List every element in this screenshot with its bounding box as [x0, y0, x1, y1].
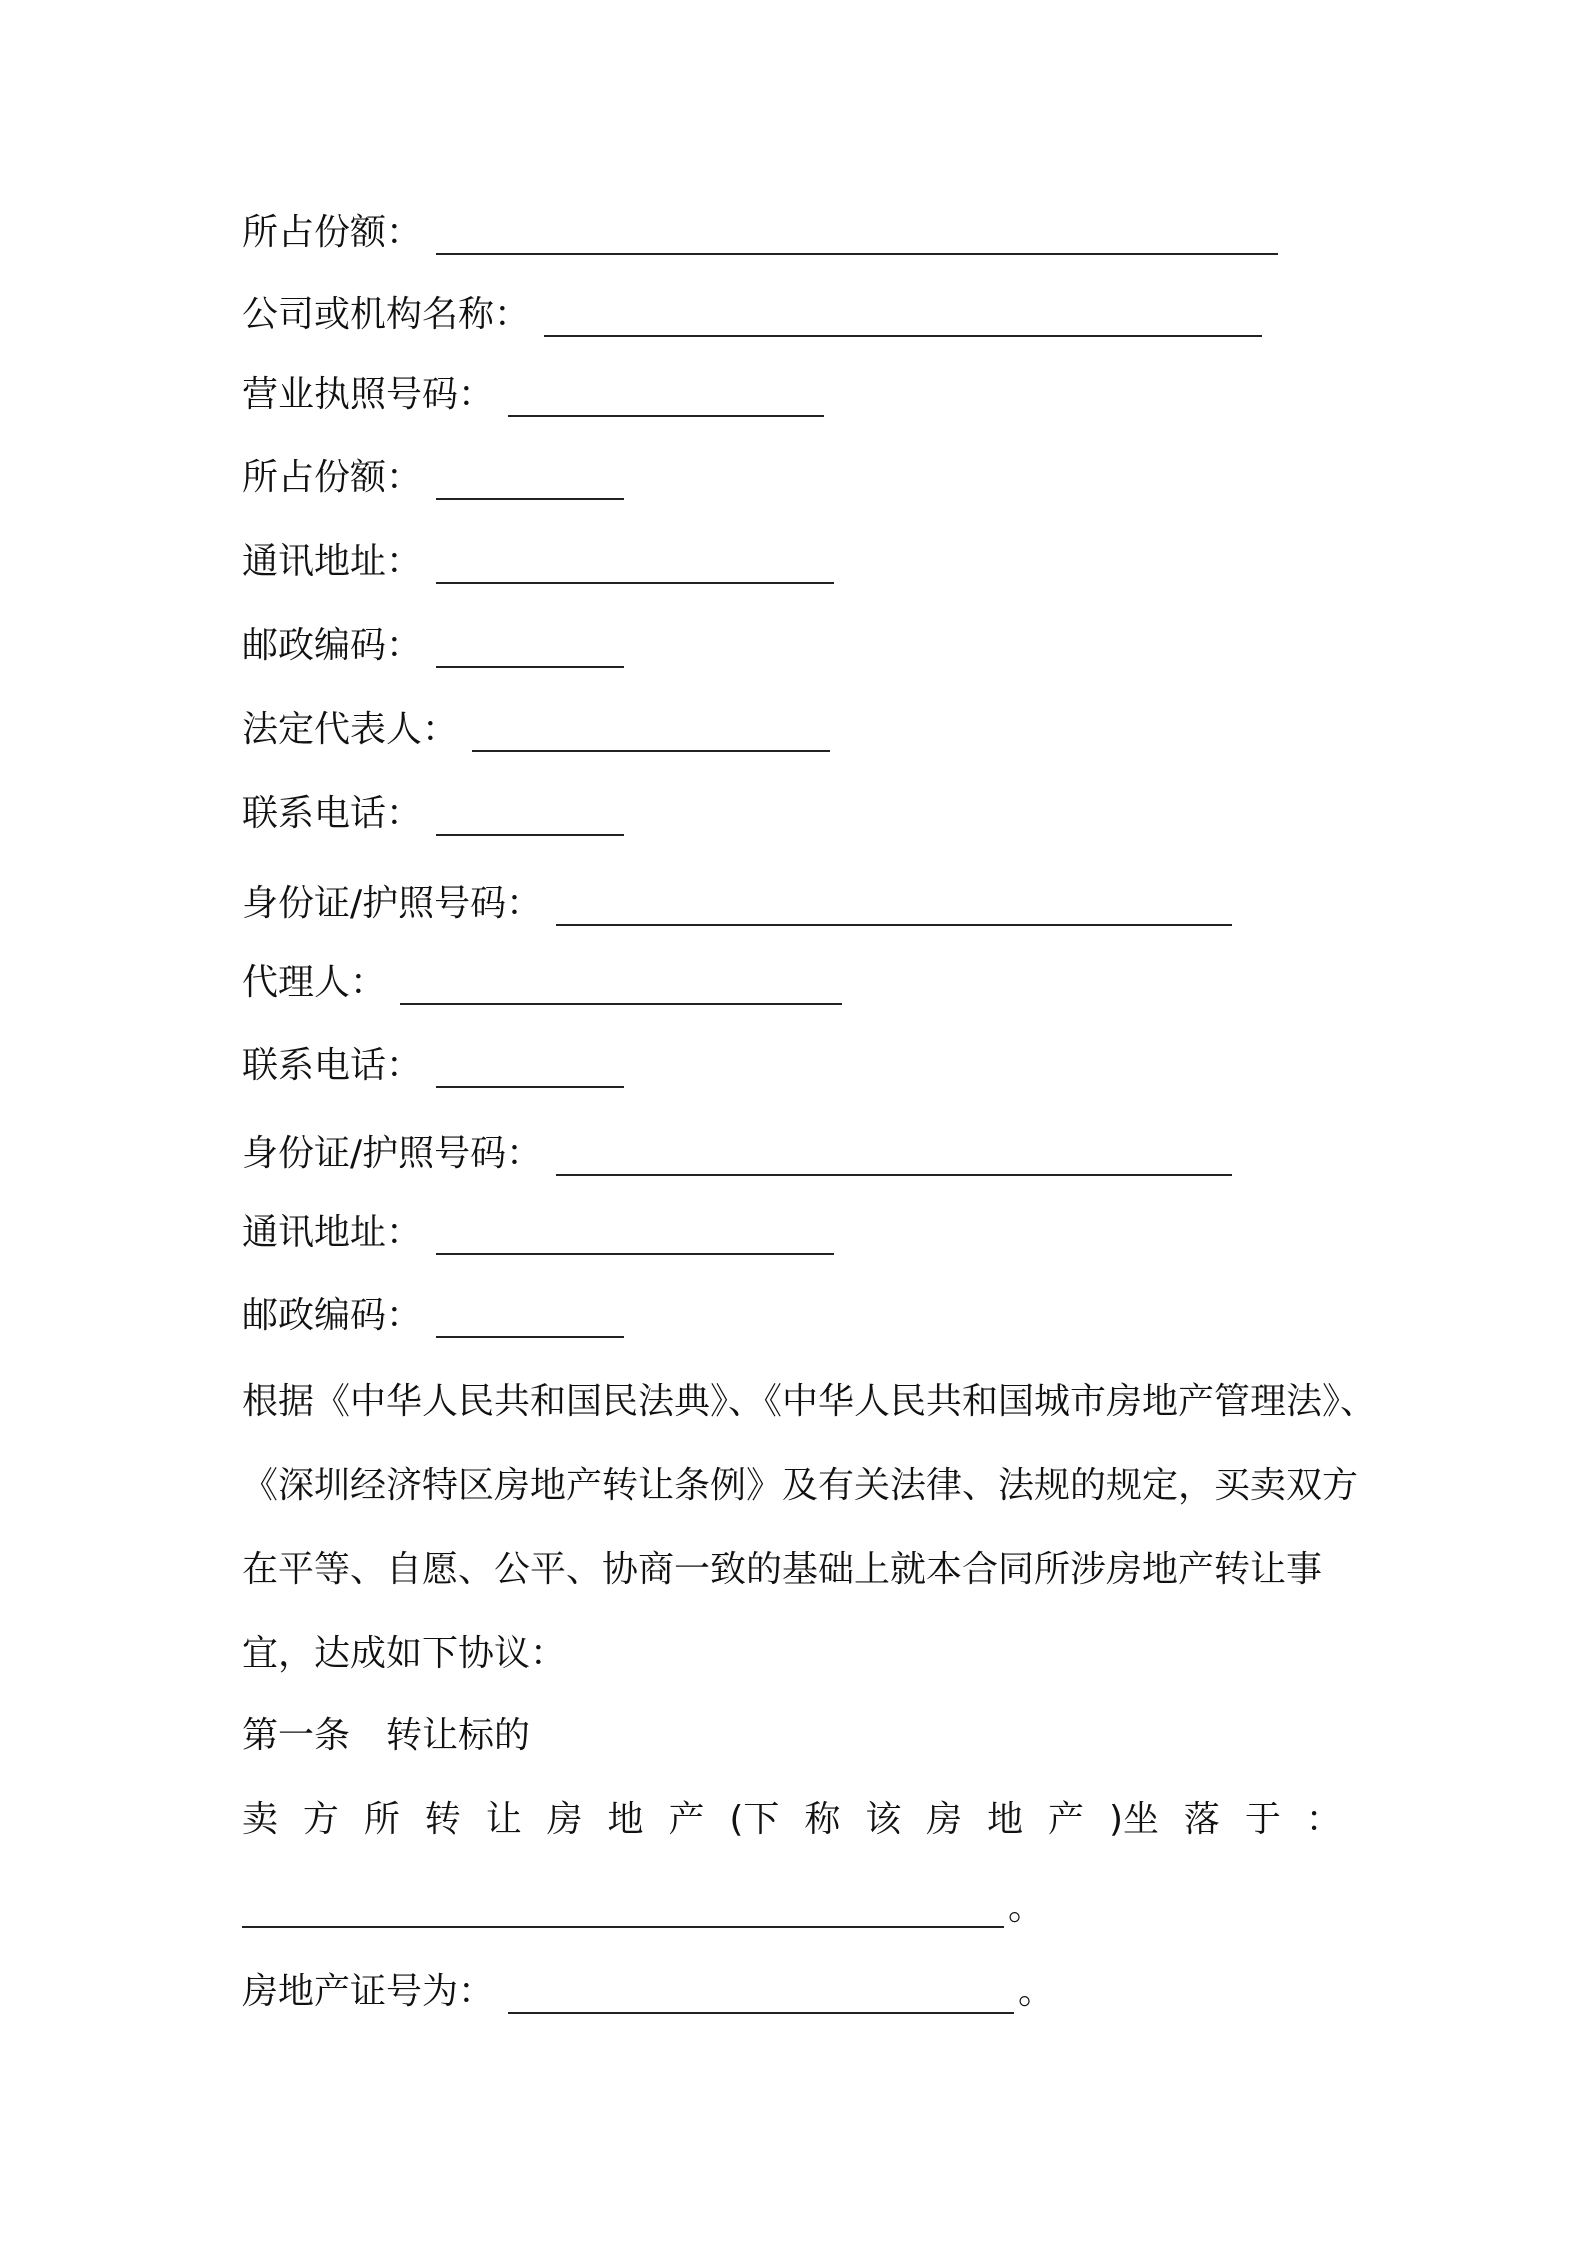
field-phone-2 [242, 1036, 624, 1096]
field-label: 身份证/护照号码： [242, 1133, 543, 1174]
field-share-2 [242, 448, 624, 508]
location-char: 让 [485, 1799, 522, 1840]
field-blank[interactable] [544, 305, 1262, 337]
location-char: 方 [302, 1799, 339, 1840]
field-label: 联系电话： [242, 793, 423, 834]
location-char: 于 [1244, 1799, 1281, 1840]
field-blank[interactable] [436, 223, 1278, 255]
property-location-line [242, 1790, 1342, 1850]
article-heading [242, 1706, 530, 1766]
field-agent [242, 953, 842, 1013]
location-blank[interactable] [242, 1896, 1004, 1928]
location-char: 所 [363, 1799, 400, 1840]
field-label: 房地产证号为： [242, 1971, 495, 2012]
field-share-1 [242, 203, 1278, 263]
location-char: )坐 [1108, 1799, 1159, 1840]
field-label: 所占份额： [242, 457, 423, 498]
location-char: 地 [607, 1799, 644, 1840]
certificate-end-punct: 。 [1018, 1971, 1055, 2012]
field-blank[interactable] [508, 385, 824, 417]
field-blank[interactable] [436, 552, 834, 584]
field-phone-1 [242, 784, 624, 844]
field-blank[interactable] [556, 894, 1232, 926]
field-label: 所占份额： [242, 212, 423, 253]
field-label: 通讯地址： [242, 541, 423, 582]
article-title: 转让标的 [386, 1715, 531, 1756]
location-char: 落 [1183, 1799, 1220, 1840]
location-char: 房 [546, 1799, 583, 1840]
property-location-blank-line [242, 1878, 1044, 1938]
article-number: 第一条 [242, 1715, 351, 1756]
certificate-blank[interactable] [508, 1982, 1014, 2014]
field-blank[interactable] [436, 1306, 624, 1338]
location-char: 产 [1048, 1799, 1085, 1840]
field-label: 邮政编码： [242, 1295, 423, 1336]
field-label: 公司或机构名称： [242, 294, 531, 335]
location-end-punct: 。 [1008, 1887, 1045, 1928]
location-char: 地 [987, 1799, 1024, 1840]
location-char: (下 [729, 1799, 780, 1840]
field-blank[interactable] [436, 468, 624, 500]
field-address-2 [242, 1203, 834, 1263]
field-label: 法定代表人： [242, 709, 459, 750]
field-business-license [242, 365, 824, 425]
field-property-certificate [242, 1962, 1054, 2022]
field-id-passport-2 [242, 1124, 1232, 1184]
field-label: 通讯地址： [242, 1212, 423, 1253]
location-char: ： [1305, 1799, 1342, 1840]
field-id-passport-1 [242, 874, 1232, 934]
field-blank[interactable] [436, 804, 624, 836]
field-company-name [242, 285, 1262, 345]
field-label: 代理人： [242, 962, 387, 1003]
field-postcode-1 [242, 616, 624, 676]
field-blank[interactable] [436, 1056, 624, 1088]
location-char: 转 [424, 1799, 461, 1840]
field-blank[interactable] [556, 1144, 1232, 1176]
field-label: 联系电话： [242, 1045, 423, 1086]
field-label: 身份证/护照号码： [242, 883, 543, 924]
field-blank[interactable] [472, 720, 830, 752]
field-postcode-2 [242, 1286, 624, 1346]
location-char: 产 [668, 1799, 705, 1840]
field-blank[interactable] [436, 1223, 834, 1255]
location-char: 称 [804, 1799, 841, 1840]
location-char: 该 [865, 1799, 902, 1840]
field-blank[interactable] [436, 636, 624, 668]
field-address-1 [242, 532, 834, 592]
field-blank[interactable] [400, 973, 842, 1005]
field-label: 营业执照号码： [242, 374, 495, 415]
field-label: 邮政编码： [242, 625, 423, 666]
field-legal-rep [242, 700, 830, 760]
location-char: 房 [926, 1799, 963, 1840]
intro-paragraph: 根据《中华人民共和国民法典》、《中华人民共和国城市房地产管理法》、《深圳经济特区房地产转让条例》及有关法律、法规的规定，买卖双方在平等、自愿、公平、协商一致的基础上就本合同所涉房地产转让事宜，达成如下协议： [242, 1381, 1377, 1674]
location-char: 卖 [242, 1799, 279, 1840]
